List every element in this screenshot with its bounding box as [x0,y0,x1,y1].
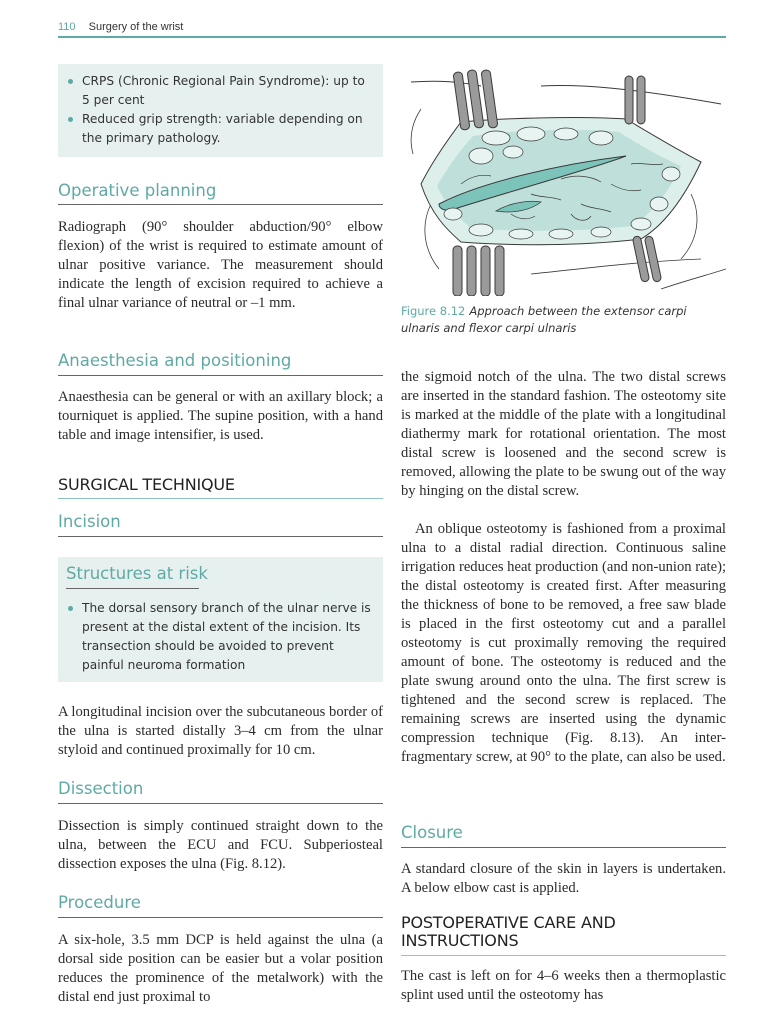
figure-caption [401,303,726,337]
dissection-text: Dissection is simply continued straight down to the ulna, between the ECU and FCU. Subperiosteal dissection exposes the ulna (Fig. 8.12). [58,818,383,872]
heading-rule [58,803,383,804]
procedure-text-left: A six-hole, 3.5 mm DCP is held against the ulna (a dorsal side position can be easier but a volar position reduces the prominence of the metalwork) with the distal end just proximal to [58,932,383,1005]
heading-postoperative-care: POSTOPERATIVE CARE AND INSTRUCTIONS [401,913,616,950]
surgical-exposure-drawing [401,64,726,296]
page-number: 110 [58,21,76,33]
structures-at-risk-box [58,557,383,682]
heading-rule [58,375,383,376]
heading-rule [58,917,383,918]
procedure-text-right-1: the sigmoid notch of the ulna. The two distal screws are inserted in the standard fashion. The osteotomy site is marked at the middle of the plate with a longitudinal diathermy mark for rotational orientation. The most distal screw is loosened and the second screw is removed, allowing the plate to be swung out of the way by hinging on the distal screw. [401,369,726,499]
heading-rule [58,204,383,205]
bullet-item: The dorsal sensory branch of the ulnar nerve is present at the distal extent of the incision. Its transection should be avoided to prevent painful neuroma formation [66,599,376,675]
heading-procedure: Procedure [58,893,141,912]
anaesthesia-text: Anaesthesia can be general or with an axillary block; a tourniquet is applied. The supine position, with a hand table and image intensifier, is used. [58,389,383,443]
heading-rule [401,955,726,956]
operative-planning-text: Radiograph (90° shoulder abduction/90° elbow flexion) of the wrist is required to estimate amount of ulnar positive variance. The measurement should indicate the length of excision required to achieve a final ulnar variance of neutral or –1 mm. [58,219,383,311]
heading-surgical-technique: SURGICAL TECHNIQUE [58,475,235,494]
bullet-item: Reduced grip strength: variable depending on the primary pathology. [66,110,371,148]
heading-closure: Closure [401,823,463,842]
complications-box [58,64,383,157]
heading-rule [58,498,383,499]
chapter-title: Surgery of the wrist [88,21,184,33]
closure-text: A standard closure of the skin in layers is undertaken. A below elbow cast is applied. [401,861,726,896]
heading-rule [66,588,199,589]
heading-structures-at-risk: Structures at risk [66,564,208,583]
heading-rule [58,536,383,537]
heading-dissection: Dissection [58,779,144,798]
postoperative-text: The cast is left on for 4–6 weeks then a thermoplastic splint used until the osteotomy has [401,968,726,1003]
figure-label: Figure 8.12 [401,304,466,318]
figure-caption-text: Approach between the extensor carpi ulnaris and flexor carpi ulnaris [401,304,687,335]
incision-text: A longitudinal incision over the subcutaneous border of the ulna is started distally 3–4 cm from the ulnar styloid and continued proximally for 10 cm. [58,704,383,758]
bullet-item: CRPS (Chronic Regional Pain Syndrome): up to 5 per cent [66,72,371,110]
heading-operative-planning: Operative planning [58,181,217,200]
figure-8-12-illustration [401,64,726,296]
running-header [58,20,726,38]
heading-anaesthesia: Anaesthesia and positioning [58,351,292,370]
procedure-text-right-2: An oblique osteotomy is fashioned from a proximal ulna to a distal radial direction. Continuous saline irrigation reduces heat production (and non-union rate); the distal osteotomy is created first. After measuring the thickness of bone to be removed, a free saw blade is placed in the first osteotomy cut and a parallel osteotomy is cut proximally removing the required amount of bone. The osteotomy is reduced and the plate swung around onto the ulna. The first screw is tightened and the second screw is replaced. The remaining screws are inserted using the dynamic compression technique (Fig. 8.13). An inter-fragmentary screw, at 90° to the plate, can also be used. [401,521,727,765]
heading-incision: Incision [58,512,121,531]
heading-rule [401,847,726,848]
